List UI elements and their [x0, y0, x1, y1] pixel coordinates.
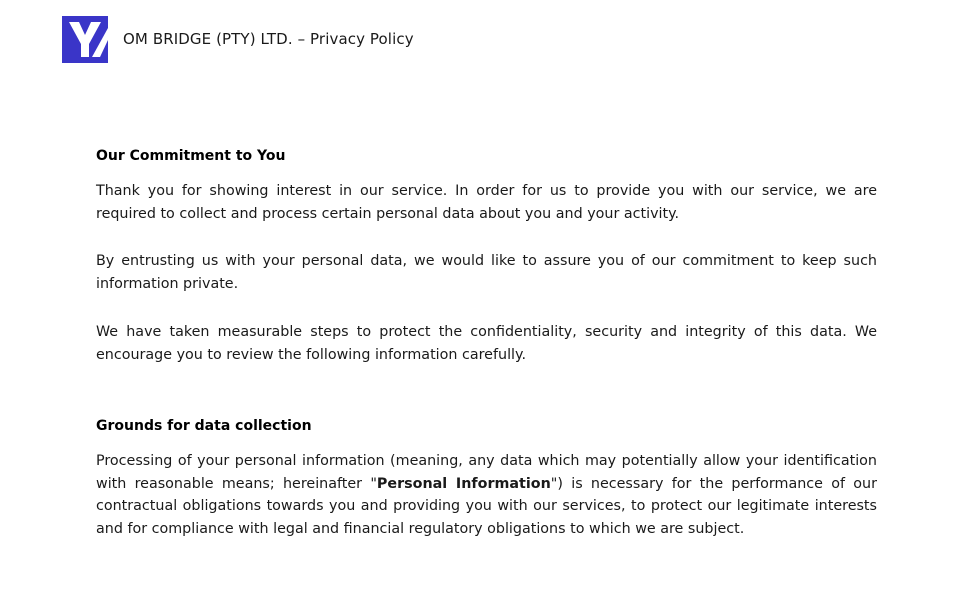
- paragraph-processing-part2: ") is necessary for the performance of our contractual obligations towards you and providing you with our services, to protect our legitimate interests and for compliance with legal and financial regulatory obligations to which we are subject.: [96, 475, 877, 537]
- paragraph-processing-part1: Processing of your personal information (meaning, any data which may potentially allow your identification with reasonable means; hereinafter ": [96, 453, 877, 492]
- doc-title: Privacy Policy: [310, 30, 414, 48]
- paragraph-entrusting: By entrusting us with your personal data, we would like to assure you of our commitment to keep such information private.: [96, 253, 877, 292]
- personal-information-term: Personal Information: [376, 475, 551, 492]
- paragraph-measurable-steps: We have taken measurable steps to protect the confidentiality, security and integrity of this data. We encourage you to review the following information carefully.: [96, 324, 877, 363]
- document-title: [123, 30, 414, 48]
- paragraph-processing: [96, 450, 877, 540]
- document-header: [62, 15, 414, 63]
- section-heading-grounds: Grounds for data collection: [96, 418, 312, 434]
- title-separator: –: [292, 30, 311, 48]
- company-logo-icon: [62, 16, 108, 63]
- section-heading-commitment: Our Commitment to You: [96, 148, 286, 164]
- paragraph-thank-you: Thank you for showing interest in our service. In order for us to provide you with our service, we are required to collect and process certain personal data about you and your activity.: [96, 183, 877, 222]
- company-name: OM BRIDGE (PTY) LTD.: [123, 30, 293, 48]
- document-body: [96, 146, 877, 540]
